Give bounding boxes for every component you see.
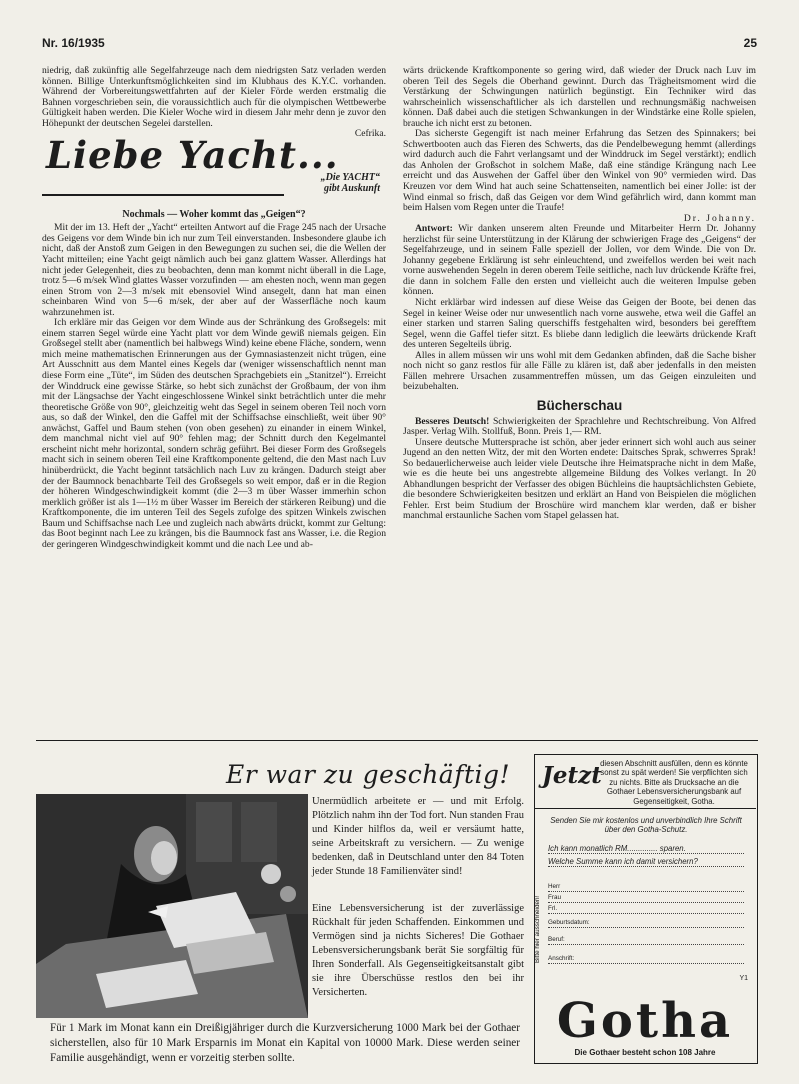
gotha-brand [536,992,754,1058]
field-frau[interactable]: Frau [548,893,744,903]
field-address[interactable]: Anschrift: [548,954,744,964]
left-column [42,66,386,550]
page-number: 25 [743,36,757,50]
letter-continuation: wärts drückende Kraftkomponente so gering wird, daß wieder der Druck nach Luv im oberen Teil des Segels die Oberhand gewinnt. Durch das Trägheitsmoment wird die Verstärkung der Schwingungen natürlich begünstigt. Ein Techniker wird das wahrscheinlich wissenschaftlicher als ich darstellen und rechnungsmäßig nachweisen können. Daß dabei auch die stetigen Schwankungen in der Windstärke eine Rolle spielen, brauche ich nicht erst zu betonen. [403,65,756,129]
letter-paragraph-2: Ich erkläre mir das Geigen vor dem Winde aus der Schränkung des Großsegels: mit einem starren Segel würde eine Yacht platt vor dem Winde gewiß niemals geigen. Ein Großsegel stellt aber (namentlich bei halbwegs Wind) keine ebene Fläche, sondern, wenn mich meine mathematischen Erinnerungen aus der Gymnasiastenzeit nicht trügen, eine Art Ausschnitt aus dem Mantel eines Kegels dar (weniger wissenschaftlich nennt man diese Form eine „Tüte“, im Süden des deutschen Sprachgebiets ein „Stanitzel“). Erreicht der Winddruck eine gewisse Stärke, so hebt sich zunächst der Großbaum, der von ihm mit der Längsachse der Yacht eingeschlossene Winkel sinkt beträchtlich unter die mehr theoretische Größe von 90°, gleichzeitig weht das Segel in seinem oberen Teil noch vorn aus, so daß der Winkel, den die Gaffel mit der Schiffsachse einschließt, weit über 90° anwächst, Gaffel und Baum stehen (von oben gesehen) zu einander in einem Winkel, dem manchmal nicht viel auf 90° fehlen mag; der Schnitt durch den Kegelmantel erscheint nicht mehr horizontal, sondern schräg geführt. Bei dieser Form des Großsegels macht sich in seinem oberen Teil eine Kraftkomponente geltend, die den Mast nach Luv hinüberdrückt, die Yacht beginnt tatsächlich nach Luv zu krängen. Dadurch steigt aber der der Baumnock benachbarte Teil des Großsegels so weit empor, daß er in die Region der höheren Windgeschwindigkeit kommt (die 2—3 m über Wasser immerhin schon merklich größer ist als 1—1½ m über Wasser im Bereich der stärkeren Reibung) und die Kraftkomponente, die im unteren Teil des Segels zufolge des spitzen Winkels zwischen Baum und Schiffsachse nach Lee und zugleich nach abwärts drückt, kommt zur Geltung: das Boot beginnt nach Lee zu krängen, bis die Baumnock fast ans Wasser, i.e. die Region der geringeren Windgeschwindigkeit kommt und die nach Lee und ab- [42,317,386,550]
issue-number: Nr. 16/1935 [42,36,105,50]
field-frl[interactable]: Frl. [548,904,744,914]
ad-paragraph-2: Eine Lebensversicherung ist der zuverlässige Rückhalt für jeden Schaffenden. Einkommen und Vermögen sind ja nichts Sicheres! Die Gothaer Lebensversicherungsbank berät Sie sorgfältig für Ihren Sonderfall. Als Gegenseitigkeitsanstalt gibt sie ihre Überschüsse restlos den bei ihr Versicherten. [312,903,524,998]
ad-paragraph-1: Unermüdlich arbeitete er — und mit Erfolg. Plötzlich nahm ihn der Tod fort. Nun standen Frau und Kinder hilflos da, weil er versäumt hatte, seine Arbeitskraft zu versichern. — Zu wenige bedenken, daß in Deutschland unter den 84 Toten jeder Stunde 18 Familienväter sind! [312,796,524,877]
answer-paragraph [403,224,756,298]
ad-bottom-text: Für 1 Mark im Monat kann ein Dreißigjähriger durch die Kurzversicherung 1000 Mark bei der Gothaer sicherstellen, also für 10 Mark Ersparnis im Monat ein Kapital von 10000 Mark. Diese werden seiner Familie ausgehändigt, wenn er vorzeitig sterben sollte. [50,1022,520,1064]
ad-divider [36,740,758,741]
book-title: Besseres Deutsch! [415,415,490,427]
section-title: Bücherschau [536,397,623,413]
answer-paragraph-2: Nicht erklärbar wird indessen auf diese Weise das Geigen der Boote, bei denen das Segel in keiner Weise oder nur unwesentlich nach vorne auswehe, etwa weil die Gaffel an einer starken und starren Saling querschiffs festgehalten wird, besonders bei gerefftem Segel, wenn die Gaffel tiefer sitzt. Es bliebe dann lediglich die leewärts drückende Kraft des unteren Segelteils übrig. [403,297,756,351]
letter-paragraph-1: Mit der im 13. Heft der „Yacht“ erteilten Antwort auf die Frage 245 nach der Ursache des Geigens vor dem Winde bin ich nur zum Teil einverstanden. Insbesondere glaube ich nicht, daß der Anstoß zum Geigen in den Bewegungen zu suchen sei, die die Wellen der Yacht mitteilen; eine Yacht geigt nämlich auch bei ganz glattem Wasser. Allerdings hat nicht jeder Gelegenheit, dies zu beobachten, denn man kommt nicht überall in die Lage, trotz 5—6 m/sek Wind glattes Wasser vorzufinden — am ehesten noch, wenn man gegen einen Strom von 2—3 m/sek mit ebensoviel Wind ansegelt, dann hat man einen scheinbaren Wind von 5—6 m/sek, der aber auf der Wasserfläche noch kaum wahrzunehmen ist. [42,222,386,318]
article-continuation: niedrig, daß zukünftig alle Segelfahrzeuge nach dem niedrigsten Satz verladen werden können. Billige Unterkunftsmöglichkeiten sind im Klubhaus des K.Y.C. vorhanden. Während der Vorbereitungswettfahrten auf der Kieler Förde werden erstmalig die Bahnen vorgeschrieben sein, die voraussichtlich auch für die olympischen Wettbewerbe Gültigkeit haben werden. Die Kieler Woche wird in diesem Jahr mehr denn je zuvor den Höhepunkt der deutschen Segelei darstellen. [42,65,386,129]
book-info: Schwierigkeiten der Sprachlehre und Rechtschreibung. Von Alfred Jasper. Verlag Wilh. Stollfuß, Bonn. Preis 1,— RM. [403,415,756,438]
ad-coupon[interactable] [534,754,758,1064]
logo-tagline-2: gibt Auskunft [323,182,380,194]
answer-paragraph-3: Alles in allem müssen wir uns wohl mit dem Gedanken abfinden, daß die Sache bisher noch nicht so ganz restlos für alle Fälle zu klären ist, daß aber jedenfalls in den meisten Fällen mehrere Ursachen zusammentreffen müssen, um das Geigen einzuleiten und beizubehalten. [403,349,756,393]
ad-photo-illustration [36,794,308,1018]
coupon-separator [534,808,756,809]
coupon-sum-question: Welche Summe kann ich damit versichern? [548,857,744,867]
logo-tagline-1: „Die YACHT“ [320,171,380,183]
coupon-intro: Senden Sie mir kostenlos und unverbindlich Ihre Schrift über den Gotha-Schutz. [550,816,742,835]
field-birthdate[interactable]: Geburtsdatum: [548,918,744,928]
logo-script-text: Liebe Yacht... [46,132,339,177]
field-occupation[interactable]: Beruf: [548,935,744,945]
ad-photo-man-at-desk [36,794,308,1018]
field-herr[interactable]: Herr [548,882,744,892]
answer-text: Wir danken unserem alten Freunde und Mitarbeiter Herrn Dr. Johanny herzlichst für seine Unterstützung in der Klärung der schwierigen Frage des „Geigens“ der Segelfahrzeuge, und in seinem Falle speziell der Jollen, vor dem Winde. Die von Dr. Johanny gegebene Erklärung ist sehr einleuchtend, und zweifellos werden bei weit nach vorne auswehenden Segeln in deren oberem Teile seitliche, nach luv drückende Kräfte frei, die dann in solchem Falle den ersten und vielleicht auch die weiteren Impulse geben können. [403,223,756,298]
gotha-logo-text: Gotha [556,993,734,1049]
book-review: Unsere deutsche Muttersprache ist schön, aber jeder erinnert sich wohl auch aus seiner Jugend an den netten Witz, der mit den Worten endete: Daitsches Sprak, schwerres Sprak! So bedauerlicherweise auch leider viele Deutsche ihre Heimatsprache nicht in dem Maße, wie es die heute bei uns angestrebte allgemeine Bildung des Volkes verlangt. In 20 Abhandlungen bespricht der Verfasser des obigen Büchleins die hauptsächlichsten Gebiete, die besondere Schwierigkeiten besitzen und erklärt an Hand von Beispielen die möglichen Fehler. Erst beim Studium der Broschüre wird manchem klar werden, daß er bisher manchmal erstaunliche Sachen vom Stapel gelassen hat. [403,436,756,522]
gotha-slogan: Die Gothaer besteht schon 108 Jahre [574,1048,716,1057]
author-signature: Cefrika. [354,128,386,140]
logo-underline [42,194,284,196]
coupon-jetzt: Jetzt [542,762,602,789]
answer-label: Antwort: [415,223,453,235]
coupon-savings-line[interactable]: Ich kann monatlich RM.............. sparen. [548,844,744,854]
cut-here-note: Bitte hier ausschneiden! [534,895,541,963]
ad-headline: Er war zu geschäftig! [226,760,511,789]
right-column [403,66,756,522]
letter-signature: Dr. Johanny. [683,212,756,224]
coupon-instructions: diesen Abschnitt ausfüllen, denn es könnte sonst zu spät werden! Sie verpflichten sich zu nichts. Bitte als Drucksache an die Gothaer Lebensversicherungsbank auf Gegenseitigkeit, Gotha. [600,759,748,806]
letter-subhead: Nochmals — Woher kommt das „Geigen“? [122,208,306,220]
book-entry [403,417,756,438]
coupon-code: Y1 [739,975,748,982]
logo-tagline [321,172,380,194]
letter-paragraph-3: Das sicherste Gegengift ist nach meiner Erfahrung das Setzen des Spinnakers; bei Schwertbooten auch das Fieren des Schwerts, das die Pendelbewegung hemmt (allerdings wird dadurch auch die Fahrt verlangsamt und der Winddruck im Segel verstärkt); endlich das Anholen der Großschot in solchem Maße, daß eine ständige Krängung nach Lee erreicht und das Auswehen der Gaffel über den Winkel von 90° vermieden wird. Das Kreuzen vor dem Wind hat auch seine Schattenseiten, namentlich bei einer Jolle: ist der Wind einmal so frisch, daß das Geigen vor dem Wind gefährlich wird, dann kommt man beim Halsen vom Regen unter die Traufe! [403,128,756,214]
